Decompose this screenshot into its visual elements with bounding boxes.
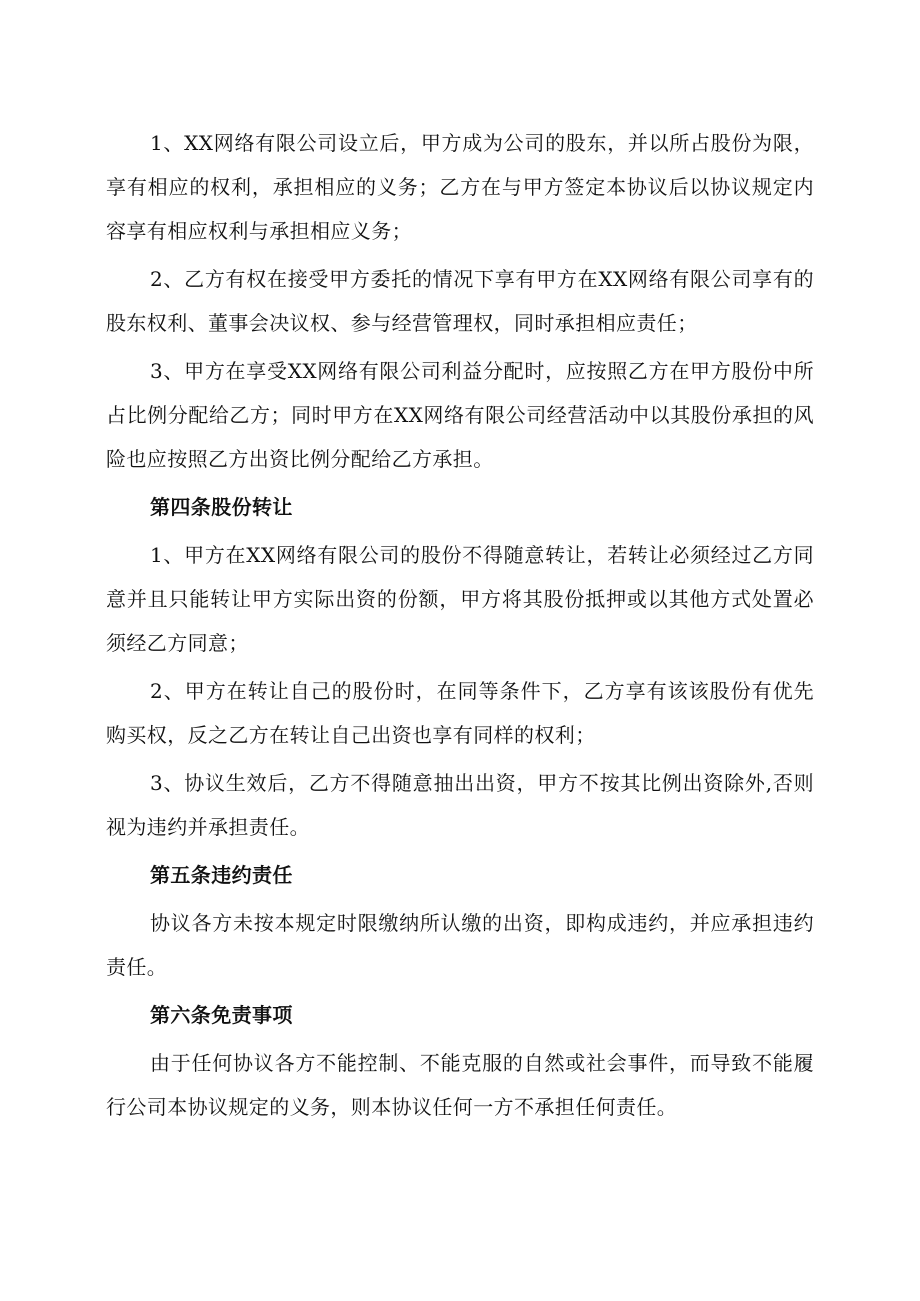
paragraph-no-withdrawal: 3、协议生效后，乙方不得随意抽出出资，甲方不按其比例出资除外,否则视为违约并承担责任。: [106, 771, 814, 839]
paragraph-entrusted-rights: 2、乙方有权在接受甲方委托的情况下享有甲方在XX网络有限公司享有的股东权利、董事会决议权、参与经营管理权，同时承担相应责任；: [106, 267, 814, 335]
paragraph-profit-distribution: 3、甲方在享受XX网络有限公司利益分配时，应按照乙方在甲方股份中所占比例分配给乙方；同时甲方在XX网络有限公司经营活动中以其股份承担的风险也应按照乙方出资比例分配给乙方承担。: [106, 359, 814, 471]
article-5-heading: 第五条违约责任: [150, 863, 293, 887]
document-body: [106, 121, 814, 1133]
paragraph-breach-liability: 协议各方未按本规定时限缴纳所认缴的出资，即构成违约，并应承担违约责任。: [106, 911, 814, 979]
article-6-heading: 第六条免责事项: [150, 1003, 293, 1027]
paragraph-shareholder-rights: 1、XX网络有限公司设立后，甲方成为公司的股东，并以所占股份为限，享有相应的权利，承担相应的义务；乙方在与甲方签定本协议后以协议规定内容享有相应权利与承担相应义务；: [106, 131, 814, 243]
paragraph-force-majeure: 由于任何协议各方不能控制、不能克服的自然或社会事件，而导致不能履行公司本协议规定的义务，则本协议任何一方不承担任何责任。: [106, 1051, 814, 1119]
article-4-heading: 第四条股份转让: [150, 495, 293, 519]
paragraph-preemptive-right: 2、甲方在转让自己的股份时，在同等条件下，乙方享有该该股份有优先购买权，反之乙方在转让自己出资也享有同样的权利；: [106, 679, 814, 747]
paragraph-transfer-restriction: 1、甲方在XX网络有限公司的股份不得随意转让，若转让必须经过乙方同意并且只能转让甲方实际出资的份额，甲方将其股份抵押或以其他方式处置必须经乙方同意；: [106, 543, 814, 655]
